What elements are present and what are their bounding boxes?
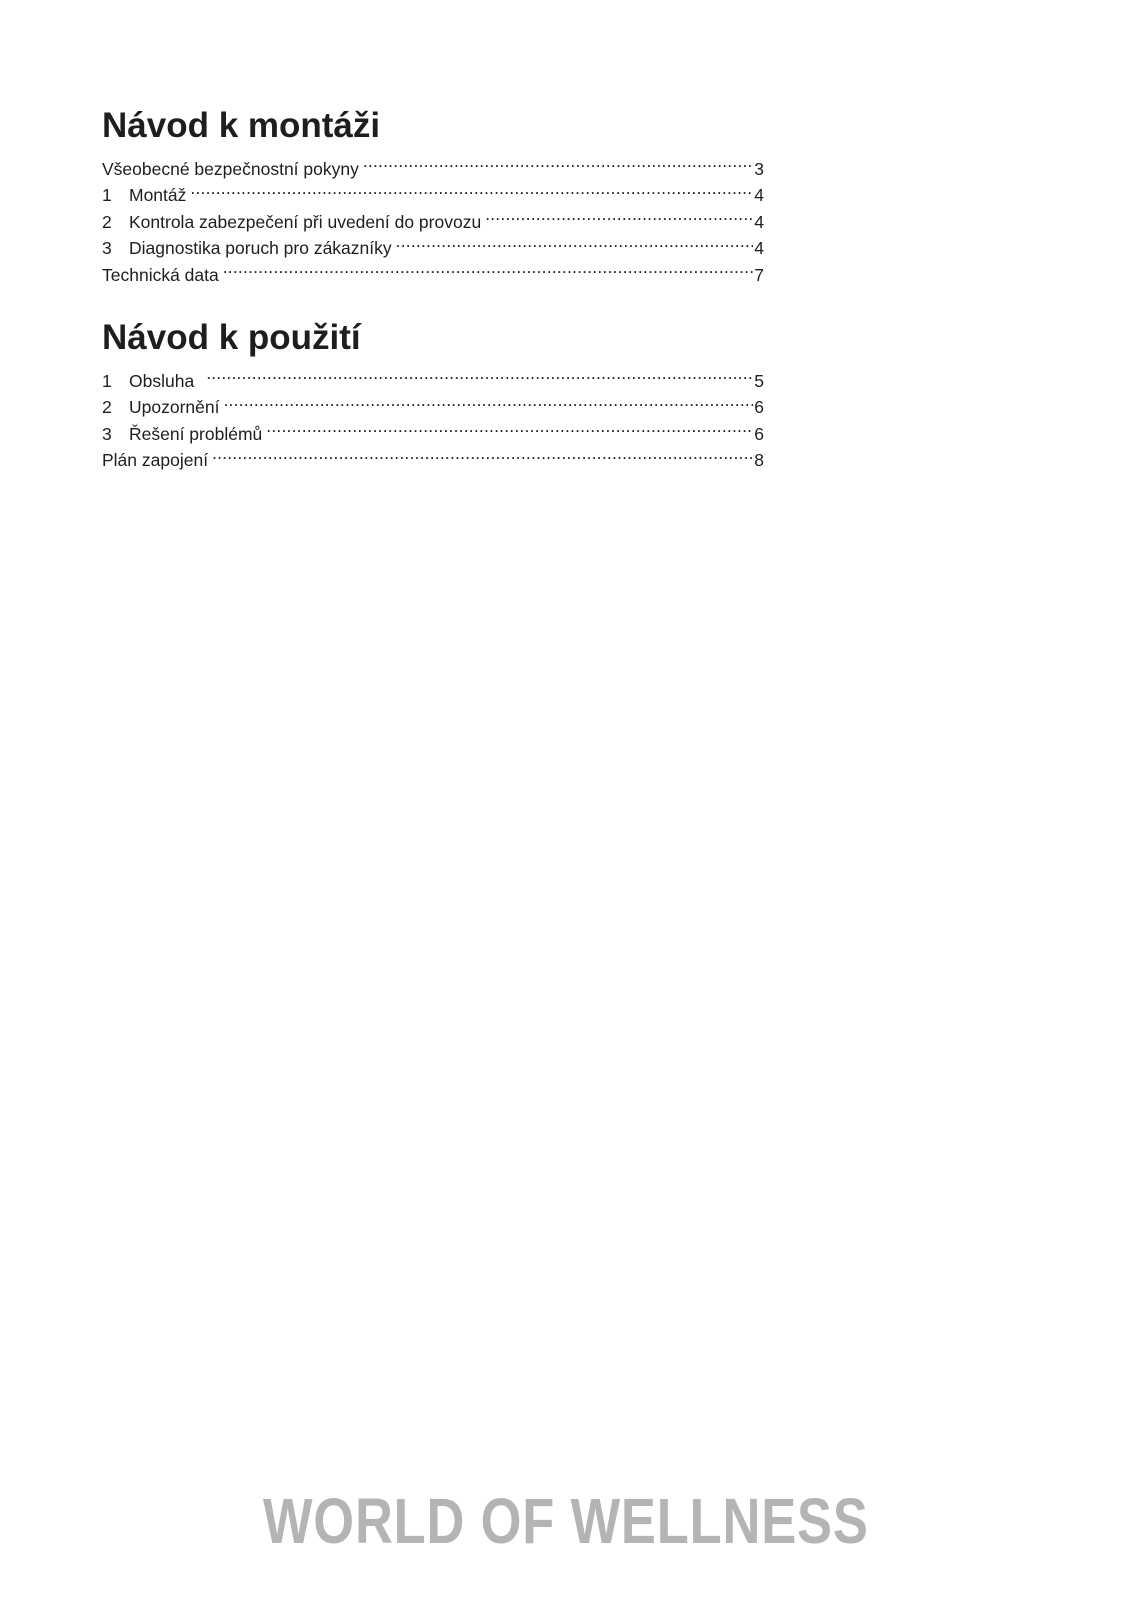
brand-logo: WORLD OF WELLNESS [262, 1485, 869, 1557]
toc-leader-dots [223, 387, 753, 414]
toc-entry-number: 3 [102, 423, 112, 444]
toc-entry-number: 1 [102, 185, 112, 205]
toc-section-installation [102, 106, 764, 285]
toc-page-number: 5 [754, 370, 764, 391]
toc-entry[interactable] [102, 360, 764, 391]
toc-entry[interactable] [102, 387, 764, 417]
toc-page-number: 6 [754, 423, 764, 444]
toc-page-number: 8 [754, 450, 764, 470]
toc-page-number: 4 [754, 238, 764, 258]
toc-entry-text: Diagnostika poruch pro zákazníky [129, 238, 392, 258]
toc-page-number: 4 [754, 211, 764, 232]
toc-page-number: 4 [754, 185, 764, 205]
toc-entry-text: Upozornění [129, 397, 220, 417]
toc-entry-text: Kontrola zabezpečení při uvedení do provozu [129, 211, 482, 232]
toc-leader-dots [363, 148, 753, 175]
section-title: Návod k použití [102, 318, 361, 357]
toc-entry-text: Obsluha [129, 370, 195, 391]
toc-entry[interactable] [102, 148, 764, 179]
toc-entry-number: 3 [102, 238, 112, 258]
toc-leader-dots [266, 413, 753, 440]
toc-entry-text: Řešení problémů [129, 423, 263, 444]
section-title: Návod k montáži [102, 106, 381, 145]
toc-page-number: 7 [754, 264, 764, 285]
toc-entry-number: 2 [102, 397, 112, 417]
toc-entry-text: Plán zapojení [102, 450, 209, 470]
toc-leader-dots [485, 201, 753, 228]
toc-entry-number: 1 [102, 370, 112, 391]
toc-leader-dots [206, 360, 753, 387]
toc-entry-text: Technická data [102, 264, 219, 285]
toc-entry-text: Montáž [129, 185, 187, 205]
toc-leader-dots [212, 440, 753, 467]
toc-page-number: 3 [754, 158, 764, 179]
toc-leader-dots [396, 228, 754, 255]
toc-leader-dots [190, 175, 753, 202]
toc-entry-number: 2 [102, 211, 112, 232]
toc-leader-dots [223, 254, 754, 281]
toc-entry-text: Všeobecné bezpečnostní pokyny [102, 158, 359, 179]
toc-entry[interactable] [102, 201, 764, 232]
toc-section-usage [102, 318, 764, 470]
toc-entry[interactable] [102, 175, 764, 205]
toc-page-number: 6 [754, 397, 764, 417]
